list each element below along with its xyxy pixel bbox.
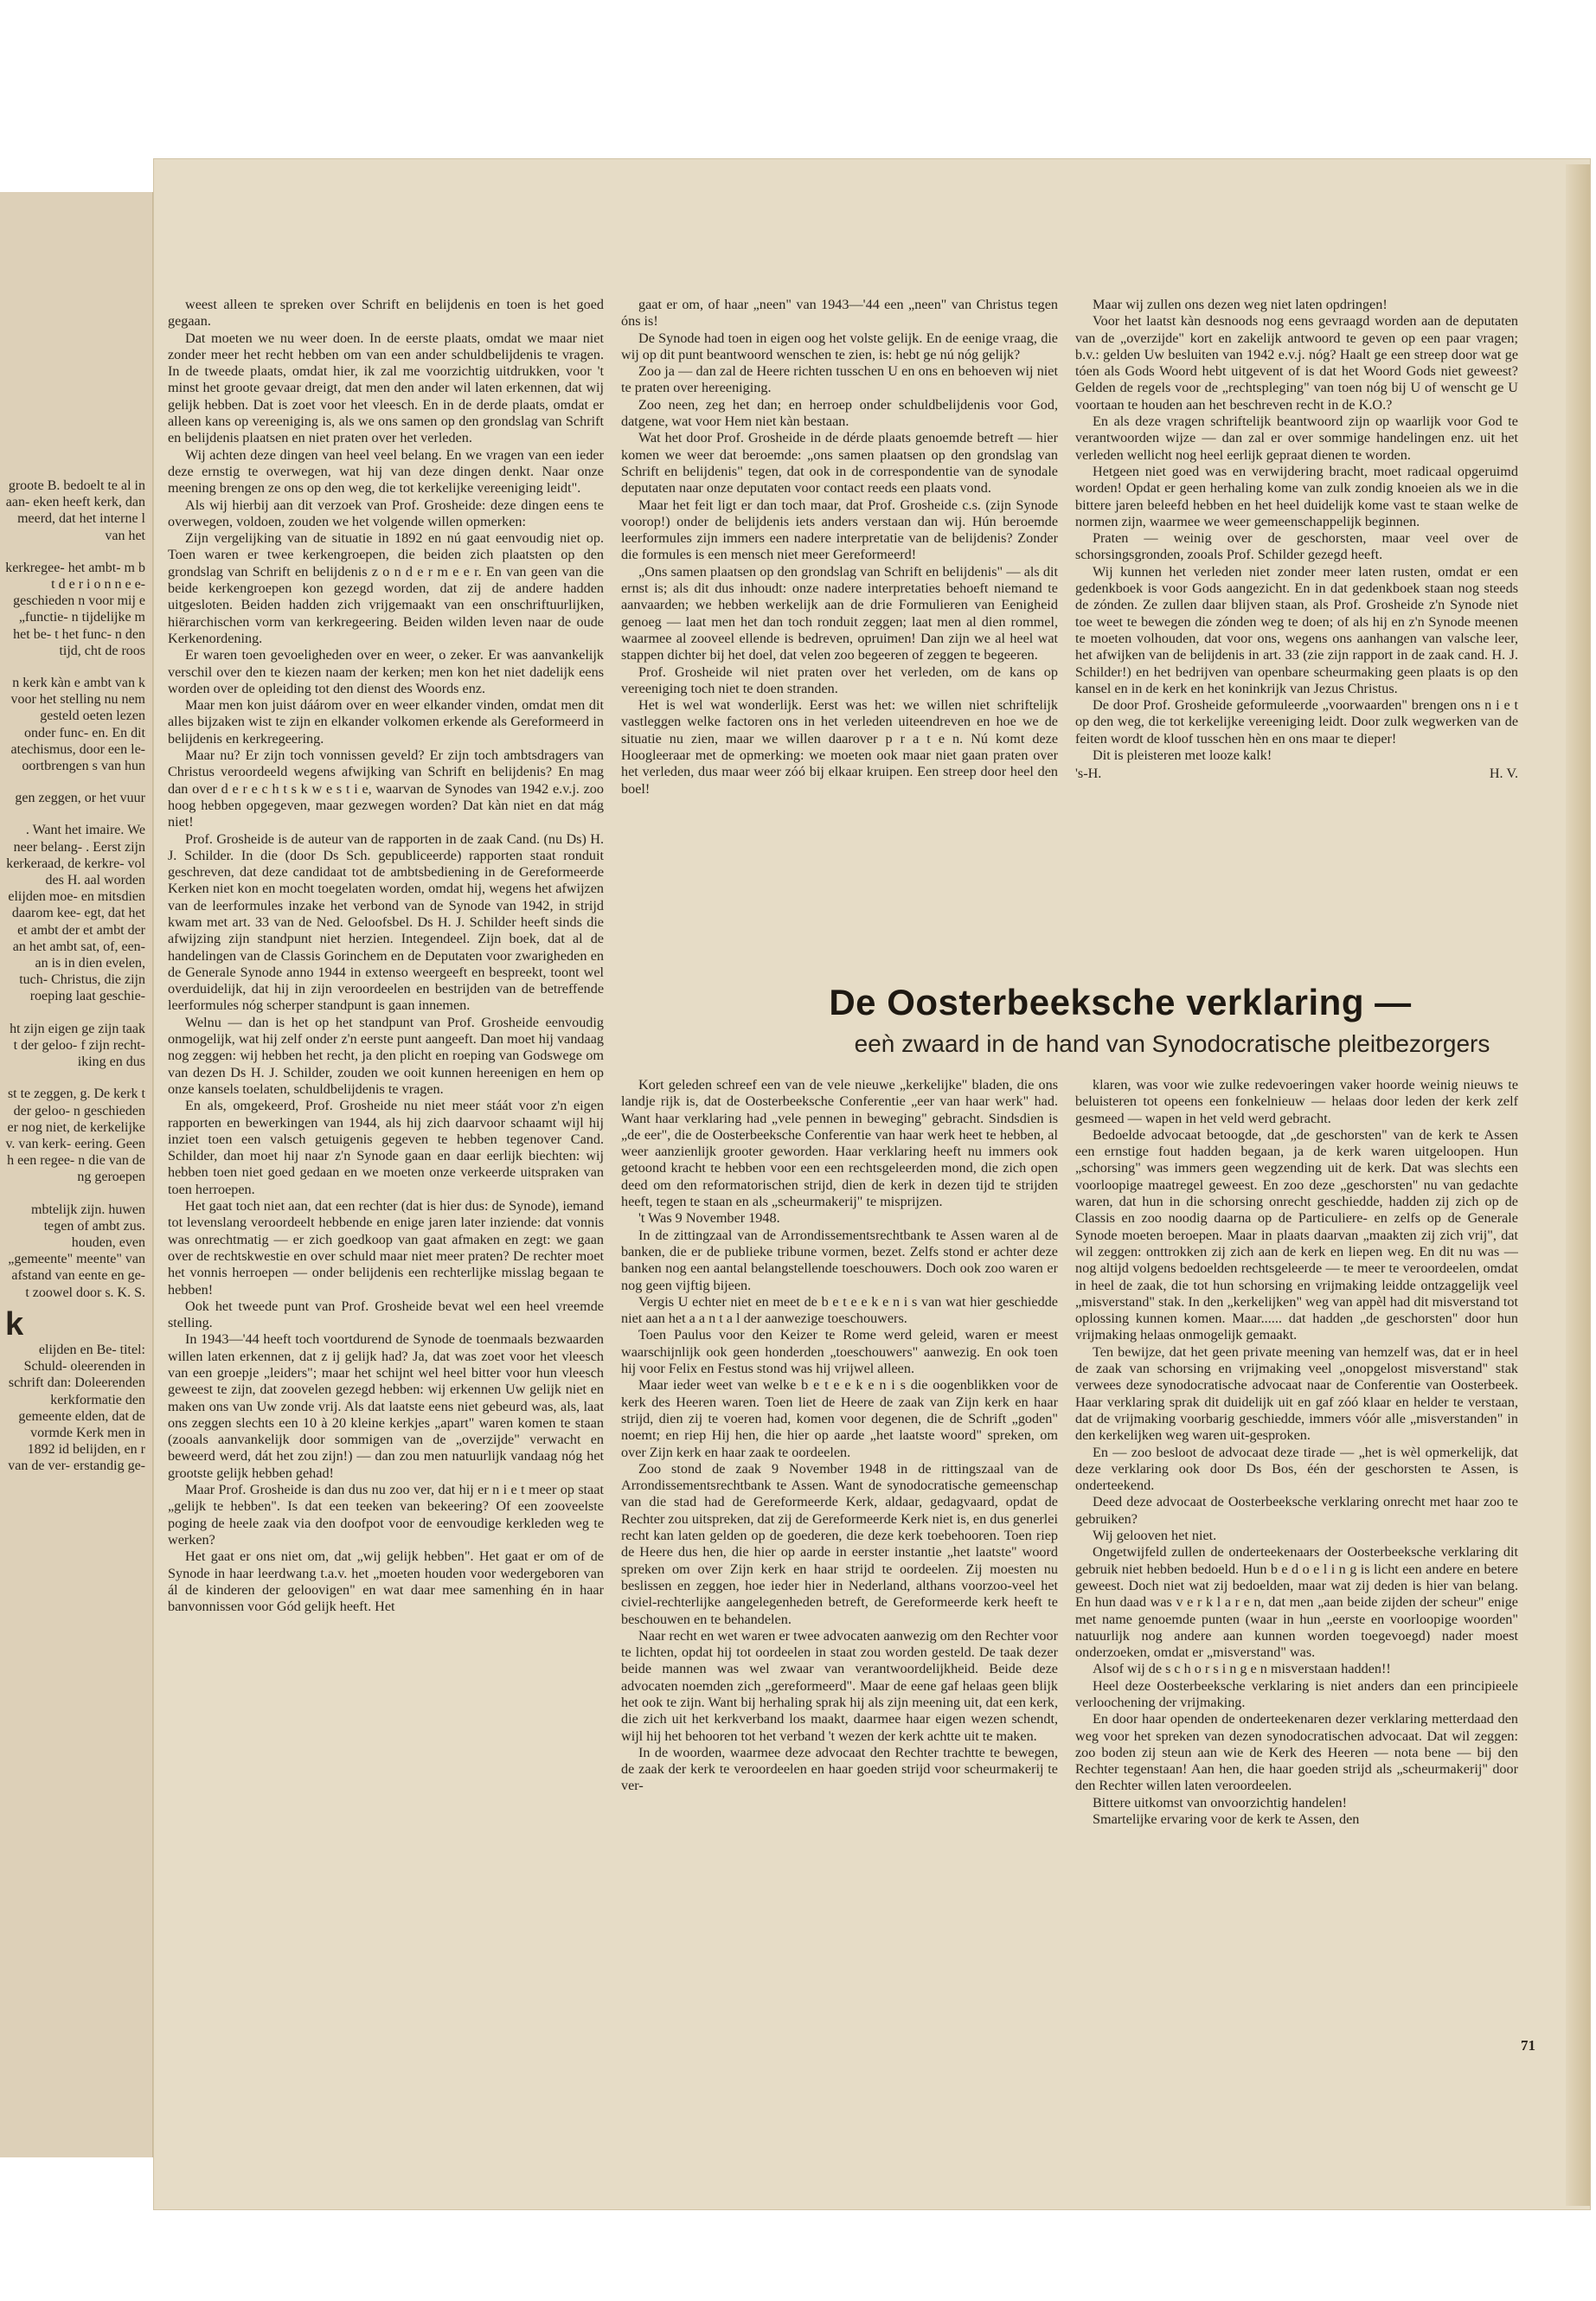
paragraph: Maar wij zullen ons dezen weg niet laten opdringen!: [1093, 297, 1388, 312]
previous-page-column: [5, 478, 145, 2157]
page-edge-shadow: [1566, 164, 1590, 2206]
prev-section-letter: k: [5, 1305, 24, 1343]
paragraph: Zoo stond de zaak 9 November 1948 in de rittingszaal van de Arrondissementsrechtbank te Assen. Want de synodocratische gemeenschap van die stad had de Gereformeerde Kerk, aldaar, gedagvaard, opdat de Rechter zou uitspreken, dat zij de Gereformeerde Kerk niet is, en dus generlei recht kan laten gelden op de goederen, die deze kerk toebehooren. Toen riep de Heere dus hen, die hier op aarde in eerster instantie „het laatste" woord spreken om over Zijn kerk en haar strijd te oordeelen. Zij moesten nu beslissen en zeggen, hoe ieder hier in Nederland, althans voorzoo-veel het civiel-rechterlijke aangelegenheden betreft, de Gereformeerde kerk heeft te beschouwen en te behandelen.: [621, 1460, 1058, 1627]
prev-fragment: n kerk kàn e ambt van k voor het stelling nu nem gesteld oeten lezen onder func- en. En dit atechismus, door een le- oortbrengen s van hun: [10, 676, 145, 774]
article-column-2: [621, 297, 1058, 967]
paragraph: En — zoo besloot de advocaat deze tirade — „het is wèl opmerkelijk, dat deze verklaring ook door Ds Bos, één der geschorsten te Assen, is onderteekend.: [1075, 1444, 1518, 1494]
paragraph: Zoo neen, zeg het dan; en herroep onder schuldbelijdenis voor God, datgene, wat voor Hem niet kàn bestaan.: [621, 396, 1058, 430]
headline-title: De Oosterbeeksche verklaring —: [829, 982, 1412, 1022]
paragraph: Dat moeten we nu weer doen. In de eerste plaats, omdat we maar niet zonder meer het recht hebben om van een ander schuldbelijdenis te vragen. In de tweede plaats, omdat hier, ik zal me voorzichtig uitdrukken, voor 't minst het groote gevaar dreigt, dat men den ander wil laten erkennen, dat wij gelijk hebben. Dat is zoet voor het vleesch. En in de derde plaats, omdat er alleen kans op vereeniging is, als we ons samen op den grondslag van Schrift en belijdenis plaatsen en niet praten over het verleden.: [168, 330, 604, 446]
prev-fragment: elijden en Be- titel: Schuld- oleerenden in schrift dan: Doleerenden kerkformatie den gemeente elden, dat de vormde Kerk men in 1892 id belijden, en r van de ver- erstandig ge-: [8, 1342, 145, 1474]
prev-fragment: st te zeggen, g. De kerk t der geloo- n geschieden er nog niet, de kerkelijke v. van kerk- eering. Geen h een regee- n die van de ng geroepen: [5, 1086, 145, 1185]
paragraph: Maar het feit ligt er dan toch maar, dat Prof. Grosheide c.s. (zijn Synode voorop!) onder de belijdenis iets anders verstaan dan wij. Hún beroemde leerformules zijn immers een nadere interpretatie van de belijdenis? Zonder die formules is een mensch niet meer Gereformeerd!: [621, 497, 1058, 563]
paragraph: Maar ieder weet van welke b e t e e k e n i s die oogenblikken voor de kerk des Heeren waren. Toen liet de Heere de zaak van Zijn kerk en haar strijd, dien zij te voeren had, komen voor degenen, die de Schrift „goden" noemt; en riep Hij hen, die hier op aarde „het laatste woord" spreken, om over Zijn kerk en haar zaak te oordeelen.: [621, 1377, 1058, 1460]
paragraph: Dit is pleisteren met looze kalk!: [1093, 747, 1272, 764]
paragraph: Heel deze Oosterbeeksche verklaring is niet anders dan een principieele verloochening der vrijmaking.: [1075, 1677, 1518, 1710]
paragraph: Praten — weinig over de geschorsten, maar veel over de schorsingsgronden, zooals Prof. Schilder gezegd heeft.: [1075, 530, 1518, 563]
paragraph: In 1943—'44 heeft toch voortdurend de Synode de toenmaals bezwaarden willen laten erkennen, dat z ij gelijk had? Ja, dat was zoet voor het vleesch van een groepje „leiders"; maar het schijnt wel heel bitter voor hun vleesch geweest te zijn, dat zoovelen gezegd hebben: wij erkennen Uw gelijk niet en maken ons van Uw zonde vrij. Als dat laatste eens niet gebeurd was, als, laat ons zeggen slechts een 10 à 20 kleine kerkjes „apart" waren komen te staan (zooals aanvankelijk door sommigen van de „overzijde" verwacht en beweerd werd, dát het zou zijn!) — dan zou men natuurlijk vandaag nóg het grootste gelijk hebben gehad!: [168, 1331, 604, 1481]
paragraph: Wat het door Prof. Grosheide in de dérde plaats genoemde betreft — hier komen we weer dat beroemde: „ons samen plaatsen op den grondslag van Schrift en belijdenis" tegen, dat ook in de correspondentie van de synodale deputaten naar onze deputaten voor contact reeds een plaats vond.: [621, 430, 1058, 497]
article-column-3: [1075, 297, 1518, 967]
paragraph: Prof. Grosheide wil niet praten over het verleden, om de kans op vereeniging toch niet te doen stranden.: [621, 663, 1058, 696]
paragraph: gaat er om, of haar „neen" van 1943—'44 een „neen" van Christus tegen óns is!: [621, 297, 1058, 330]
article-column-1: [168, 297, 604, 2204]
paragraph: Ten bewijze, dat het geen private meening van hemzelf was, dat er in heel de zaak van schorsing en vrijmaking veel „onopgelost misverstand" stak verwees deze synodocratische advocaat naar de Conferentie van Oosterbeek. Haar verklaring sprak dit duidelijk uit en gaf zóó klaar en helder te verstaan, dat de vrijmaking voorbarig geschiedde, immers vóór alle „misverstanden" in den kerkelijken weg waren uit-gesproken.: [1075, 1343, 1518, 1444]
prev-fragment: gen zeggen, or het vuur: [15, 791, 145, 806]
paragraph: Ook het tweede punt van Prof. Grosheide bevat wel een heel vreemde stelling.: [168, 1298, 604, 1331]
paragraph: Zijn vergelijking van de situatie in 1892 en nú gaat eenvoudig niet op. Toen waren er twee kerkengroepen, die beiden zich plaatsten op den grondslag van Schrift en belijdenis z o n d e r m e e r. En van geen van die beide kerkengroepen kon gezegd worden, dat zij de andere hadden uitgesloten. Beiden hadden zich vrijgemaakt van een onschriftuurlijken, hiërarchischen vorm van kerkregeering. Beiden wilden leven naar de oude Kerkenordening.: [168, 530, 604, 646]
paragraph: En als, omgekeerd, Prof. Grosheide nu niet meer stáát voor z'n eigen rapporten en bewerkingen van 1944, als hij zich daarvoor schaamt wijl hij inziet toen een valsch getuigenis gegeven te hebben tegenover Cand. Schilder, dan moet hij naar z'n Synode gaan en daar eerlijk biechten: wij hebben toen niet goed gedaan en we moeten onze verkeerde uitspraken van toen herroepen.: [168, 1098, 604, 1197]
paragraph: Toen Paulus voor den Keizer te Rome werd geleid, waren er meest waarschijnlijk ook geen honderden „toeschouwers" aanwezig. En ook toen hij voor Felix en Festus stond was hij vrijwel alleen.: [621, 1327, 1058, 1377]
paragraph: En door haar openden de onderteekenaren dezer verklaring metterdaad den weg voor het spreken van dezen synodocratischen advocaat. Dat wil zeggen: zoo boden zij steun aan wie de Kerk des Heeren — nota bene — bij den Rechter tegenstaan! Aan hen, die haar goeden strijd als „scheurmakerij" door den Rechter willen laten veroordeelen.: [1075, 1711, 1518, 1794]
article-column-4: [621, 1077, 1058, 2033]
paragraph: Maar men kon juist dáárom over en weer elkander vinden, omdat men dit alles bijzaken wist te zijn en elkander volkomen erkende als Gereformeerd in belijdenis en kerkregeering.: [168, 697, 604, 747]
paragraph: Naar recht en wet waren er twee advocaten aanwezig om den Rechter voor te lichten, opdat hij tot oordeelen in staat zou worden gesteld. De taak dezer beide mannen was wel zwaar van verantwoordelijkheid. Beide deze advocaten noemden zich „gereformeerd". Maar de eene gaf helaas geen blijk het ook te zijn. Want bij herhaling sprak hij als zijn meening uit, dat een kerk, die zich uit het kerkverband los maakt, daarmee haar eigen wezen schendt, wijl hij het behooren tot het verband 't wezen der kerk achtte uit te maken.: [621, 1627, 1058, 1744]
prev-fragment: ht zijn eigen ge zijn taak t der geloo- f zijn recht- iking en dus: [10, 1021, 145, 1070]
paragraph: Maar nu? Er zijn toch vonnissen geveld? Er zijn toch ambtsdragers van Christus veroordeeld wegens afwijking van Schrift en belijdenis? En mag dan over d e r e c h t s k w e s t i e, waarvan de Synodes van 1942 e.v.j. zoo hoog hebben opgegeven, maar gezwegen worden? Dat kàn niet en dat mág niet!: [168, 747, 604, 830]
paragraph: Het gaat toch niet aan, dat een rechter (dat is hier dus: de Synode), iemand tot levenslang veroordeelt hebbende en enige jaren later inziende: dat vonnis was onrechtmatig — er zich goedkoop van gaat afmaken en zegt: we gaan over de rechtskwestie en over schuld maar niet meer praten? De rechter moet het vonnis herroepen — onder belijdenis een rechterlijke misslag begaan te hebben!: [168, 1198, 604, 1298]
signature-place: 's-H.: [1075, 766, 1102, 782]
paragraph: En als deze vragen schriftelijk beantwoord zijn op waarlijk voor God te verantwoorden wijze — dan zal er over sommige handelingen enz. uit het verleden wellicht nog heel eerlijk gepraat dienen te worden.: [1075, 413, 1518, 463]
paragraph: Voor het laatst kàn desnoods nog eens gevraagd worden aan de deputaten van de „overzijde" kort en zakelijk antwoord te geven op een paar vragen; b.v.: gelden Uw besluiten van 1942 e.v.j. nóg? Haalt ge een streep door wat ge tóen als Gods Woord hebt uitgevent of is dat het Woord Gods niet geweest? Gelden de regels voor de „rechtspleging" van toen nóg bij U of wenscht ge U voortaan te houden aan het beschreven recht in de K.O.?: [1075, 313, 1518, 413]
paragraph: Welnu — dan is het op het standpunt van Prof. Grosheide eenvoudig onmogelijk, wat hij zelf onder z'n eerste punt aangeeft. Dan moet hij vandaag nog zeggen: wij hebben het recht, ja den plicht en roeping van Godswege om van dezen Ds H. J. Schilder, zouden we ooit kunnen hereenigen en hem op onze kansels toelaten, schuldbelijdenis te vragen.: [168, 1014, 604, 1097]
paragraph: Wij gelooven het niet.: [1093, 1528, 1217, 1544]
paragraph: Kort geleden schreef een van de vele nieuwe „kerkelijke" bladen, die ons landje rijk is, dat de Oosterbeeksche Conferentie „eer van haar werk" had. Want haar verklaring had „vele pennen in beweging" gebracht. Sindsdien is „de eer", die de Oosterbeeksche Conferentie van haar werk heet te hebben, al weer aanzienlijk grooter geworden. Haar verklaring heeft nu immers ook getoond kracht te hebben voor een een rechtsgeleerden mond, die zich open deed om den reformatorischen strijd, dien de kerk in dezen tijd te strijden heeft, tegen te staan en als „scheurmakerij" te misprijzen.: [621, 1077, 1058, 1210]
paragraph: Zoo ja — dan zal de Heere richten tusschen U en ons en behoeven wij niet te praten over hereeniging.: [621, 363, 1058, 396]
paragraph: Er waren toen gevoeligheden over en weer, o zeker. Er was aanvankelijk verschil over den te kiezen naam der kerken; men kon het niet dadelijk eens worden over de opleiding tot den dienst des Woords enz.: [168, 647, 604, 696]
previous-page-edge: [0, 192, 154, 2157]
paragraph: „Ons samen plaatsen op den grondslag van Schrift en belijdenis" — als dit ernst is; als dit dus inhoudt: onze nadere interpretaties behoeft niemand te aanvaarden; we hebben werkelijk aan de drie Formulieren van Eenigheid genoeg — laat men het dan toch ronduit zeggen; laat men al dien rommel, waarmee al zooveel ellende is bedreven, opruimen! Dan zijn we al heel wat stappen dichter bij het doel, dat velen zoo begeeren of zeggen te begeeren.: [621, 563, 1058, 663]
paragraph: weest alleen te spreken over Schrift en belijdenis en toen is het goed gegaan.: [168, 297, 604, 330]
paragraph: Wij achten deze dingen van heel veel belang. En we vragen van een ieder deze ernstig te overwegen, wat hij van deze dingen denkt. Naar onze meening brengen ze ons op den weg, die tot kerkelijke vereeniging leidt".: [168, 446, 604, 497]
paragraph: Als wij hierbij aan dit verzoek van Prof. Grosheide: deze dingen eens te overwegen, voldoen, zouden we het volgende willen opmerken:: [168, 497, 604, 529]
article-headline: [666, 982, 1574, 1058]
paragraph: Ongetwijfeld zullen de onderteekenaars der Oosterbeeksche verklaring dit gebruik niet hebben bedoeld. Hun b e d o e l i n g is licht een andere en betere geweest. Doch niet wat zij bedoelden, maar wat zij deden is hier van belang. En hun daad was v e r k l a r e n, dat men „aan beide zijden der scheur" enige met name genoemde punten (waar in hun „eerste en voorloopige woorden" natuurlijk nog andere aan kunnen worden toegevoegd) nader moest onderzoeken, omdat er „misverstand" was.: [1075, 1544, 1518, 1661]
paragraph: Hetgeen niet goed was en verwijdering bracht, moet radicaal opgeruimd worden! Opdat er geen herhaling kome van zulk zondig knoeien als we in die bittere jaren beleefd hebben en het heel duidelijk kome vast te staan welke de normen zijn, waarmee we weer gemeenschappelijk beginnen.: [1075, 463, 1518, 529]
paragraph: 't Was 9 November 1948.: [638, 1210, 780, 1227]
paragraph: Alsof wij de s c h o r s i n g e n misverstaan hadden!!: [1093, 1661, 1391, 1677]
paragraph: Bittere uitkomst van onvoorzichtig handelen!: [1093, 1794, 1347, 1811]
paragraph: In de woorden, waarmee deze advocaat den Rechter trachtte te bewegen, de zaak der kerk te veroordeelen en haar goeden strijd voor scheurmakerij te ver-: [621, 1744, 1058, 1794]
paragraph: Smartelijke ervaring voor de kerk te Assen, den: [1093, 1811, 1360, 1828]
article-column-5: [1075, 1077, 1518, 2033]
prev-fragment: . Want het imaire. We neer belang- . Eerst zijn kerkeraad, de kerkre- vol des H. aal worden elijden moe- en mitsdien daarom kee- egt, dat het et ambt der et ambt der an het ambt sat, of, een- an is in dien evelen, tuch- Christus, die zijn roeping laat geschie-: [6, 823, 145, 1004]
paragraph: De door Prof. Grosheide geformuleerde „voorwaarden" brengen ons n i e t op den weg, die tot kerkelijke vereeniging leidt. Door zulk wegwerken van de feiten wordt de kloof tusschen hèn en ons maar te dieper!: [1075, 697, 1518, 747]
paragraph: Vergis U echter niet en meet de b e t e e k e n i s van wat hier geschiedde niet aan het a a n t a l der aanwezige toeschouwers.: [621, 1293, 1058, 1327]
page-number: 71: [1521, 2037, 1535, 2054]
prev-fragment: mbtelijk zijn. huwen tegen of ambt zus. houden, even „gemeente" meente" van afstand van eente en ge- t zoowel door s. K. S.: [8, 1202, 145, 1300]
paragraph: Deed deze advocaat de Oosterbeeksche verklaring onrecht met haar zoo te gebruiken?: [1075, 1494, 1518, 1527]
signature-line: [1075, 766, 1518, 782]
paragraph: Wij kunnen het verleden niet zonder meer laten rusten, omdat er een gedenkboek is voor Gods aangezicht. En in dat gedenkboek staan nog steeds de zónden. Ze zullen daar blijven staan, als Prof. Grosheide z'n Synode niet toe weet te bewegen die zónden weg te doen; of als hij en z'n Synode meenen te moeten volhouden, dat voor ons, wegens ons aanhangen van valsche leer, het afwijken van de belijdenis in art. 33 (zie zijn rapport in de zaak cand. H. J. Schilder!) en het bedrijven van openbare scheurmaking geen plaats is op den kansel en in de kerk en het koninkrijk van Jezus Christus.: [1075, 563, 1518, 696]
prev-fragment: kerkregee- het ambt- m b t d e r i o n n e e- geschieden n voor mij e „functie- n tijdelijke m het be- t het func- n den tijd, cht de roos: [5, 560, 145, 658]
prev-fragment: groote B. bedoelt te al in aan- eken heeft kerk, dan meerd, dat het interne l van het: [5, 478, 145, 543]
paragraph: De Synode had toen in eigen oog het volste gelijk. En de eenige vraag, die wij op dit punt beantwoord wenschen te zien, is: hebt ge nú nóg gelijk?: [621, 330, 1058, 362]
paragraph: In de zittingzaal van de Arrondissementsrechtbank te Assen waren al de banken, die er de publieke tribune vormen, bezet. Zelfs stond er achter deze banken nog een aantal belangstellende toeschouwers. Doch ook zoo waren er nog geen vijftig bijeen.: [621, 1227, 1058, 1293]
paragraph: Het is wel wat wonderlijk. Eerst was het: we willen niet schriftelijk vastleggen welke factoren ons in het verleden uiteendreven en hoe we de situatie nu zien, maar we willen daarover p r a t e n. Nú komt deze Hoogleeraar met de opmerking: we moeten ook maar niet gaan praten over het verleden, dus maar weer zóó bij elkaar kruipen. Een streep door heel den boel!: [621, 697, 1058, 797]
paragraph: Maar Prof. Grosheide is dan dus nu zoo ver, dat hij er n i e t meer op staat „gelijk te hebben". Is dat een teeken van bekeering? Of een zooveelste poging de heele zaak via den doofpot voor de eenvoudige kerkleden weg te werken?: [168, 1482, 604, 1548]
paragraph: Bedoelde advocaat betoogde, dat „de geschorsten" van de kerk te Assen een ernstige fout hadden begaan, ja de kerk waren uitgeloopen. Hun „schorsing" was immers geen wegzending uit de kerk. Dat was slechts een voorloopige maatregel geweest. En zoo deze „geschorsten" nu van gedachte waren, dat hun in die schorsing onrecht geschiedde, hadden zij zich op de Classis en zoo noodig daarna op de Particuliere- en zelfs op de Generale Synode moeten beroepen. Maar in plaats daarvan „maakten zij zich vrij", dat wil zeggen: onttrokken zij zich aan de kerk en liepen weg. En dit nu was — nog altijd volgens bedoelden rechtsgeleerde — te meer te veroordeelen, omdat in heel de zaak, die tot hun schorsing en vrijmaking leidde ontzaggelijk veel „misverstand" stak. In den „kerkelijken" weg van appèl had dit misverstand tot oplossing kunnen komen. Maar...... dat hadden „de geschorsten" door hun vrijmaking helaas onmogelijk gemaakt.: [1075, 1126, 1518, 1343]
signature-initials: H. V.: [1489, 766, 1518, 782]
headline-subtitle: eeǹ zwaard in de hand van Synodocratische pleitbezorgers: [854, 1030, 1490, 1057]
paragraph: Prof. Grosheide is de auteur van de rapporten in de zaak Cand. (nu Ds) H. J. Schilder. In die (door Ds Sch. gepubliceerde) rapporten staat ronduit geschreven, dat deze candidaat tot de ambtsbediening in de Gereformeerde Kerken niet kon en mocht toegelaten worden, omdat hij, wegens het afwijzen van de leerformules inzake het verbond van de Synode van 1942, in strijd kwam met art. 33 van de Ned. Geloofsbel. Ds H. J. Schilder heeft sinds die afwijzing zijn standpunt niet herzien. Integendeel. Zijn boek, dat al de handelingen van de Classis Gorinchem en de Deputaten voor zwarigheden en de Generale Synode anno 1944 in extenso weergeeft en bespreekt, toont wel overduidelijk, dat hij in zijn veroordeelen en bestrijden van de betreffende leerformules nóg scherper standpunt is gaan innemen.: [168, 830, 604, 1014]
paragraph: Het gaat er ons niet om, dat „wij gelijk hebben". Het gaat er om of de Synode in haar leerdwang t.a.v. het „moeten houden voor wedergeboren van ál de kinderen der geloovigen" en wat daar mee samenhing én in haar banvonnissen voor Gód gelijk heeft. Het: [168, 1548, 604, 1615]
paragraph: klaren, was voor wie zulke redevoeringen vaker hoorde weinig nieuws te beluisteren tot opeens een fonkelnieuw — helaas door leden der kerk zelf gesmeed — wapen in het veld werd gebracht.: [1075, 1077, 1518, 1126]
